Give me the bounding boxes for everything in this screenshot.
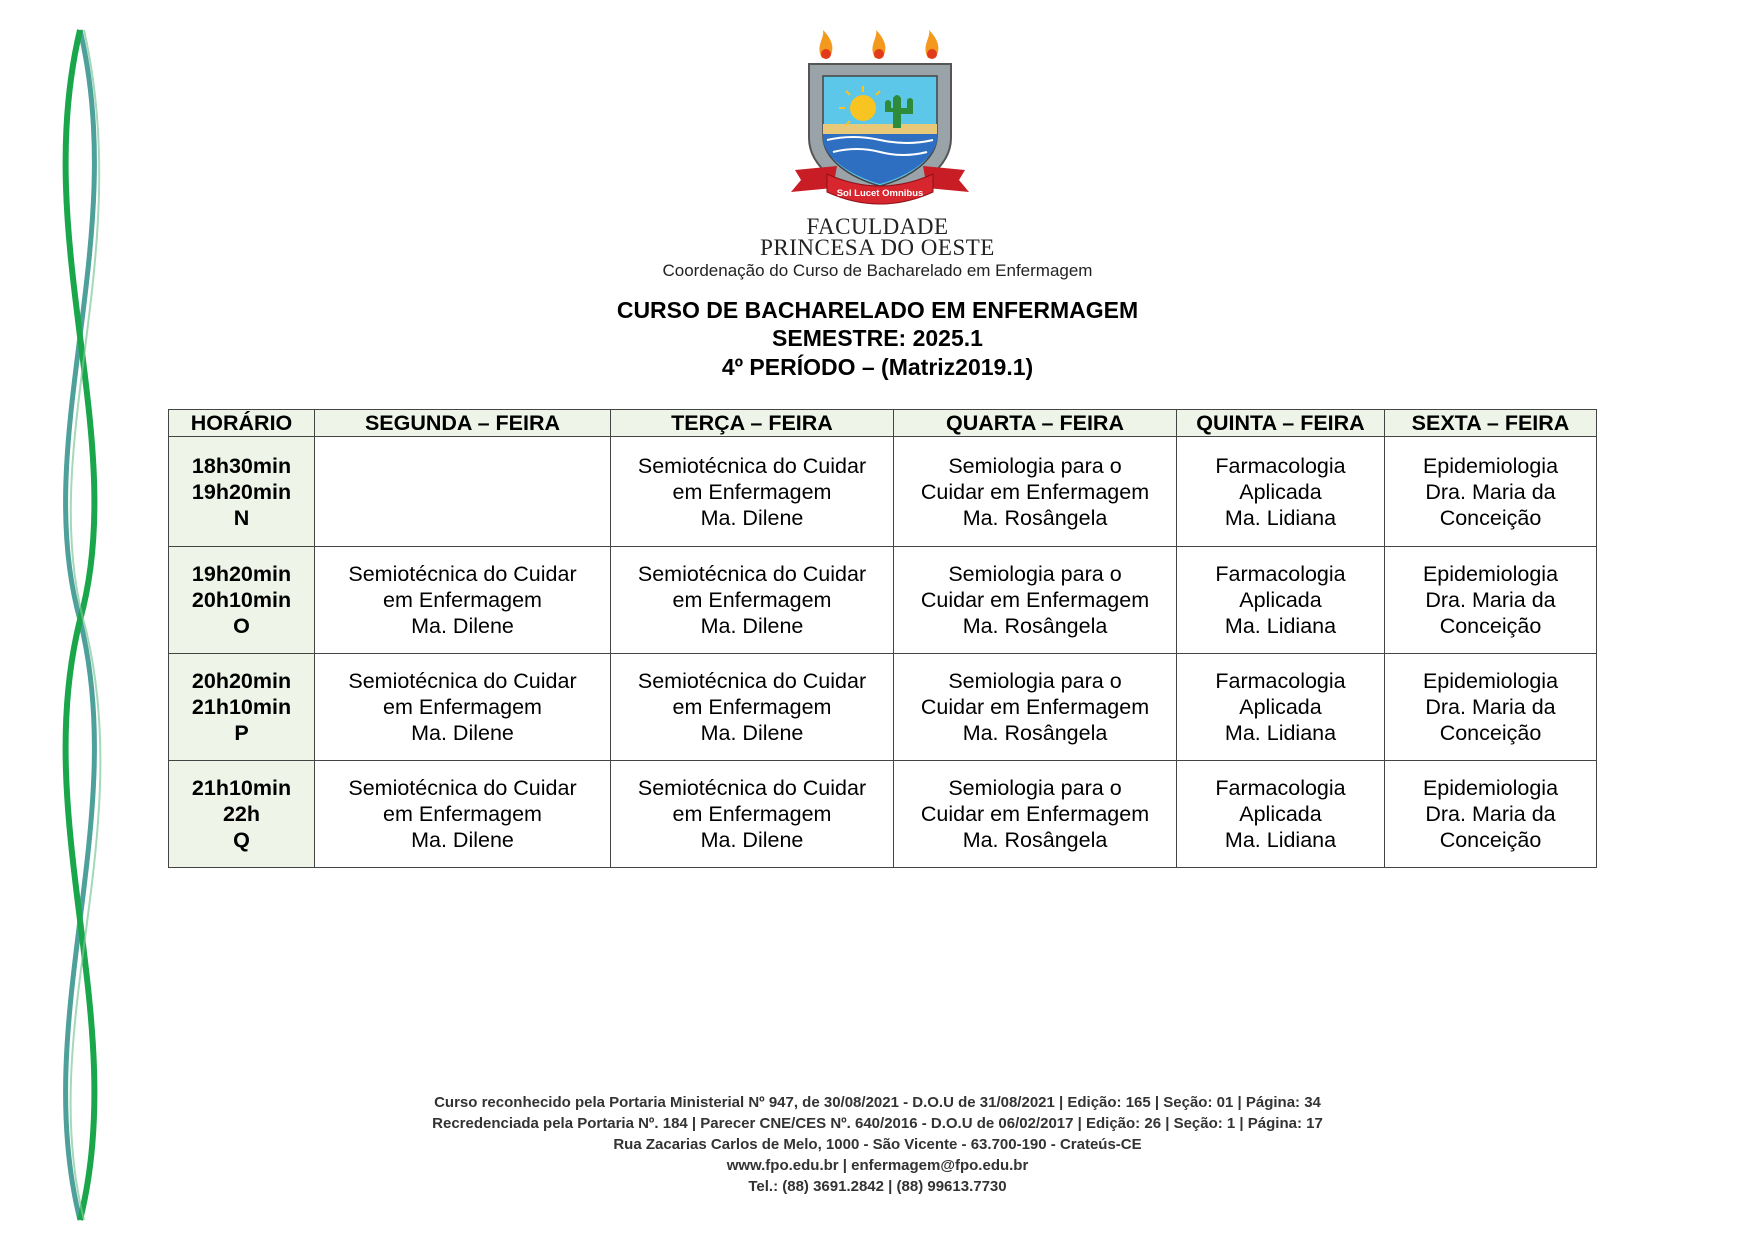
time-end: 19h20min xyxy=(191,479,292,504)
time-end: 20h10min xyxy=(191,588,292,612)
institution-name-line2: PRINCESA DO OESTE xyxy=(760,235,995,260)
header-quinta: QUINTA – FEIRA xyxy=(1177,410,1385,437)
teacher-name: Dra. Maria da xyxy=(1425,695,1556,719)
teacher-name: Ma. Dilene xyxy=(411,614,514,638)
institution-name-line1: FACULDADE xyxy=(806,214,949,239)
subject-line: Aplicada xyxy=(1239,695,1322,719)
page-footer xyxy=(0,1092,1755,1197)
header-sexta: SEXTA – FEIRA xyxy=(1385,410,1597,437)
class-cell-quinta xyxy=(1177,761,1385,868)
course-title: CURSO DE BACHARELADO EM ENFERMAGEM xyxy=(616,297,1139,323)
time-code: N xyxy=(233,505,250,530)
class-cell-sexta xyxy=(1385,547,1597,654)
time-start: 18h30min xyxy=(191,453,292,478)
class-cell-quinta xyxy=(1177,654,1385,761)
subject-line: Semiologia para o xyxy=(948,562,1122,586)
class-cell-quinta xyxy=(1177,547,1385,654)
subject-line: Aplicada xyxy=(1239,588,1322,612)
subject-line: em Enfermagem xyxy=(672,588,832,612)
header-segunda: SEGUNDA – FEIRA xyxy=(315,410,611,437)
subject-line: em Enfermagem xyxy=(383,588,542,612)
schedule-table xyxy=(168,409,1597,868)
decorative-ribbon xyxy=(40,20,120,1230)
coordination-subtitle: Coordenação do Curso de Bacharelado em Enfermagem xyxy=(662,261,1093,280)
class-cell-segunda xyxy=(315,437,611,547)
teacher-name: Conceição xyxy=(1439,721,1542,745)
subject-line: Epidemiologia xyxy=(1422,453,1559,478)
subject-line: em Enfermagem xyxy=(672,695,832,719)
class-cell-terca xyxy=(611,547,894,654)
subject-line: Farmacologia xyxy=(1215,453,1346,478)
subject-line: Semiologia para o xyxy=(948,776,1122,800)
teacher-name: Ma. Dilene xyxy=(411,721,514,745)
teacher-name: Conceição xyxy=(1439,614,1542,638)
subject-line: Semiotécnica do Cuidar xyxy=(637,776,867,800)
class-cell-terca xyxy=(611,761,894,868)
class-cell-terca xyxy=(611,654,894,761)
class-cell-quarta xyxy=(894,654,1177,761)
time-code: Q xyxy=(233,828,250,852)
subject-line: Semiologia para o xyxy=(948,453,1122,478)
period-title: 4º PERÍODO – (Matriz2019.1) xyxy=(721,354,1034,380)
table-row xyxy=(169,654,1597,761)
time-start: 19h20min xyxy=(191,562,292,586)
table-header-row xyxy=(169,410,1597,437)
class-cell-quarta xyxy=(894,547,1177,654)
teacher-name: Conceição xyxy=(1439,505,1542,530)
table-row xyxy=(169,547,1597,654)
class-cell-quinta xyxy=(1177,437,1385,547)
time-start: 20h20min xyxy=(191,669,292,693)
time-cell xyxy=(169,654,315,761)
table-row xyxy=(169,761,1597,868)
teacher-name: Ma. Rosângela xyxy=(962,505,1108,530)
teacher-name: Ma. Dilene xyxy=(700,505,804,530)
teacher-name: Ma. Rosângela xyxy=(962,721,1108,745)
time-end: 22h xyxy=(222,802,261,826)
subject-line: Epidemiologia xyxy=(1422,562,1559,586)
time-cell xyxy=(169,437,315,547)
class-cell-quarta xyxy=(894,761,1177,868)
subject-line: Farmacologia xyxy=(1215,562,1346,586)
subject-line: Cuidar em Enfermagem xyxy=(920,479,1150,504)
teacher-name: Ma. Dilene xyxy=(700,614,804,638)
class-cell-terca xyxy=(611,437,894,547)
class-cell-sexta xyxy=(1385,761,1597,868)
subject-line: Aplicada xyxy=(1239,802,1322,826)
class-cell-sexta xyxy=(1385,437,1597,547)
footer-accreditation: Recredenciada pela Portaria Nº. 184 | Parecer CNE/CES Nº. 640/2016 - D.O.U de 06/02/2017 | Edição: 26 | Seção: 1 | Página: 17 xyxy=(432,1115,1323,1132)
teacher-name: Dra. Maria da xyxy=(1425,802,1556,826)
teacher-name: Ma. Rosângela xyxy=(962,614,1108,638)
time-end: 21h10min xyxy=(191,695,292,719)
subject-line: em Enfermagem xyxy=(383,802,542,826)
teacher-name: Ma. Dilene xyxy=(700,828,804,852)
subject-line: Farmacologia xyxy=(1215,669,1346,693)
subject-line: Semiotécnica do Cuidar xyxy=(637,453,867,478)
footer-address: Rua Zacarias Carlos de Melo, 1000 - São Vicente - 63.700-190 - Crateús-CE xyxy=(613,1136,1142,1153)
subject-line: Semiotécnica do Cuidar xyxy=(637,562,867,586)
teacher-name: Ma. Lidiana xyxy=(1224,828,1337,852)
subject-line: Semiotécnica do Cuidar xyxy=(637,669,867,693)
teacher-name: Ma. Dilene xyxy=(700,721,804,745)
subject-line: Semiotécnica do Cuidar xyxy=(348,776,577,800)
subject-line: Epidemiologia xyxy=(1422,776,1559,800)
class-cell-quarta xyxy=(894,437,1177,547)
time-cell xyxy=(169,761,315,868)
footer-recognition: Curso reconhecido pela Portaria Ministerial Nº 947, de 30/08/2021 - D.O.U de 31/08/2021 | Edição: 165 | Seção: 01 | Página: 34 xyxy=(434,1094,1321,1111)
time-code: P xyxy=(234,721,249,745)
logo-motto: Sol Lucet Omnibus xyxy=(836,188,924,199)
teacher-name: Dra. Maria da xyxy=(1425,588,1556,612)
teacher-name: Dra. Maria da xyxy=(1425,479,1556,504)
time-code: O xyxy=(233,614,250,638)
time-cell xyxy=(169,547,315,654)
header-terca: TERÇA – FEIRA xyxy=(611,410,894,437)
subject-line: Cuidar em Enfermagem xyxy=(920,588,1150,612)
subject-line: Aplicada xyxy=(1239,479,1322,504)
teacher-name: Ma. Lidiana xyxy=(1224,614,1337,638)
subject-line: Cuidar em Enfermagem xyxy=(920,802,1150,826)
teacher-name: Ma. Lidiana xyxy=(1224,721,1337,745)
institution-logo xyxy=(787,28,973,213)
class-cell-sexta xyxy=(1385,654,1597,761)
footer-phone: Tel.: (88) 3691.2842 | (88) 99613.7730 xyxy=(748,1178,1007,1195)
teacher-name: Ma. Dilene xyxy=(411,828,514,852)
subject-line: em Enfermagem xyxy=(672,479,832,504)
subject-line: em Enfermagem xyxy=(672,802,832,826)
subject-line: Semiotécnica do Cuidar xyxy=(348,562,577,586)
subject-line: Farmacologia xyxy=(1215,776,1346,800)
semester-title: SEMESTRE: 2025.1 xyxy=(772,325,983,351)
class-cell-segunda xyxy=(315,654,611,761)
teacher-name: Ma. Rosângela xyxy=(962,828,1108,852)
subject-line: Cuidar em Enfermagem xyxy=(920,695,1150,719)
table-row xyxy=(169,437,1597,547)
time-start: 21h10min xyxy=(191,776,292,800)
subject-line: Epidemiologia xyxy=(1422,669,1559,693)
teacher-name: Conceição xyxy=(1439,828,1542,852)
header-quarta: QUARTA – FEIRA xyxy=(894,410,1177,437)
class-cell-segunda xyxy=(315,761,611,868)
class-cell-segunda xyxy=(315,547,611,654)
teacher-name: Ma. Lidiana xyxy=(1224,505,1337,530)
subject-line: Semiotécnica do Cuidar xyxy=(348,669,577,693)
header-horario: HORÁRIO xyxy=(169,410,315,437)
footer-web-email: www.fpo.edu.br | enfermagem@fpo.edu.br xyxy=(726,1157,1029,1174)
subject-line: Semiologia para o xyxy=(948,669,1122,693)
subject-line: em Enfermagem xyxy=(383,695,542,719)
